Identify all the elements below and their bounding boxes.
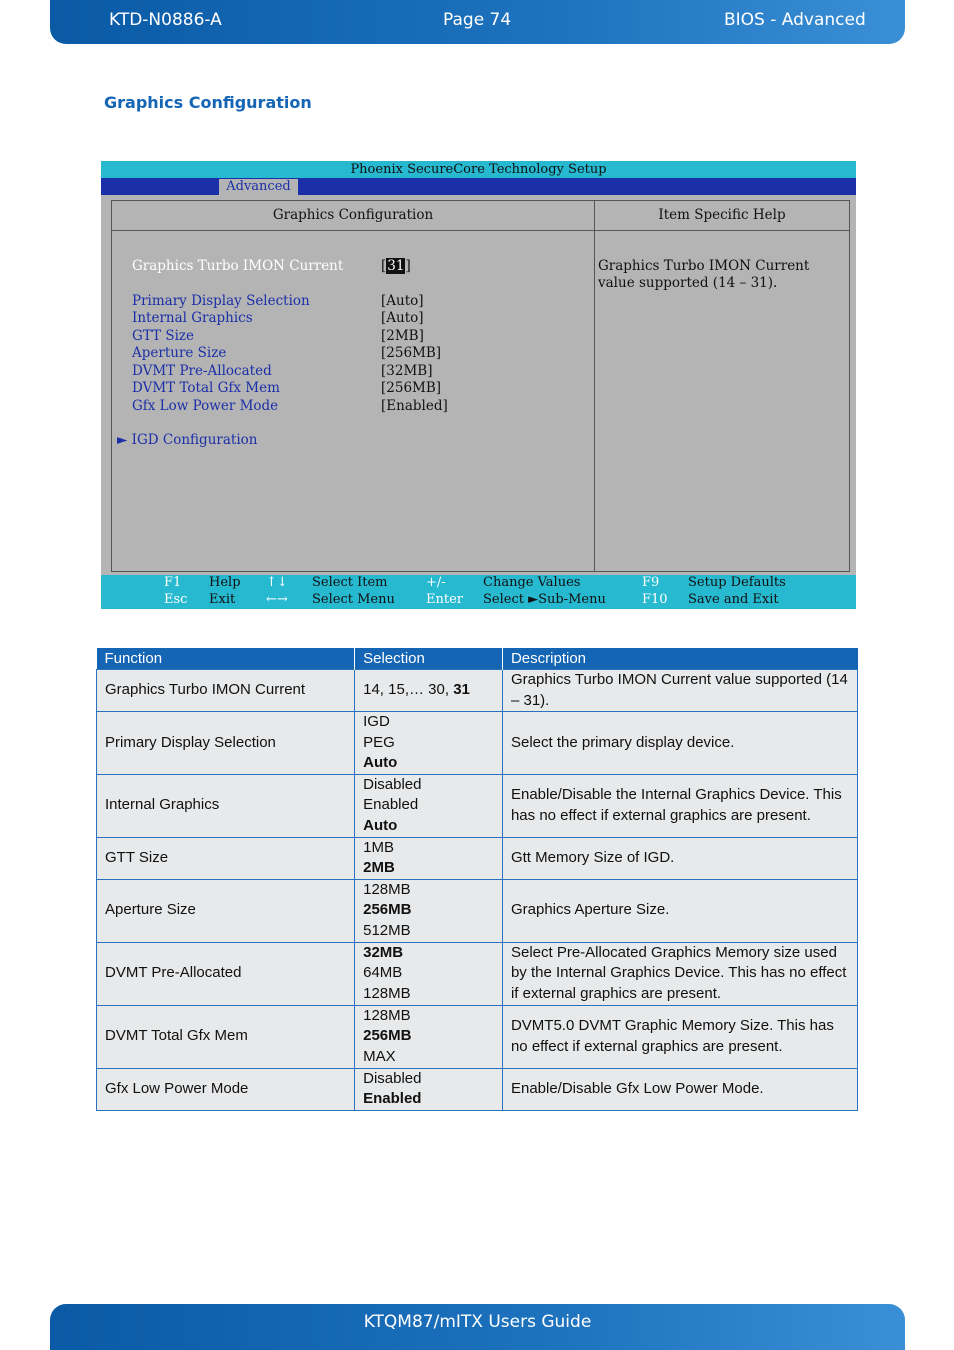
doc-id: KTD-N0886-A: [109, 10, 222, 30]
key-label: Select Item: [312, 575, 388, 590]
bios-item-label[interactable]: Primary Display Selection: [132, 293, 310, 309]
option: 128MB: [363, 1006, 411, 1024]
option: IGD: [363, 713, 390, 730]
table-row: [97, 879, 858, 942]
panel-header-rule: [112, 230, 849, 231]
page-header: [50, 0, 905, 44]
row-function: Gfx Low Power Mode: [97, 1068, 355, 1110]
bios-item-label[interactable]: DVMT Pre-Allocated: [132, 363, 272, 379]
bios-item-value[interactable]: [Auto]: [381, 293, 424, 309]
row-description: Graphics Aperture Size.: [502, 879, 857, 942]
bios-help-text: value supported (14 – 31).: [598, 275, 778, 291]
bios-item-value[interactable]: [2MB]: [381, 328, 424, 344]
row-function: Primary Display Selection: [97, 712, 355, 775]
option: 512MB: [363, 921, 411, 939]
col-selection: Selection: [355, 648, 503, 670]
bios-help-title: Item Specific Help: [658, 207, 786, 223]
section-name: BIOS - Advanced: [724, 10, 866, 30]
row-selection: [355, 942, 503, 1005]
row-description: Enable/Disable Gfx Low Power Mode.: [502, 1068, 857, 1110]
col-description: Description: [502, 648, 857, 670]
option: 128MB: [363, 984, 411, 1002]
table-header-row: [97, 648, 858, 670]
default-option: Auto: [363, 754, 398, 771]
footer-title: KTQM87/mITX Users Guide: [363, 1312, 592, 1332]
key-label: Save and Exit: [688, 592, 779, 607]
bios-help-text: Graphics Turbo IMON Current: [598, 258, 810, 274]
row-function: Aperture Size: [97, 879, 355, 942]
page-footer: [50, 1304, 905, 1350]
bios-menu-bar: [101, 178, 856, 195]
page-number: Page 74: [443, 10, 512, 30]
key-label: Select ►Sub-Menu: [483, 592, 606, 607]
row-function: Graphics Turbo IMON Current: [97, 670, 355, 712]
bios-panel-title: Graphics Configuration: [272, 207, 434, 223]
table-row: [97, 774, 858, 837]
col-function: Function: [97, 648, 355, 670]
row-selection: [355, 1068, 503, 1110]
default-option: Enabled: [363, 1090, 422, 1107]
row-description: Select the primary display device.: [502, 712, 857, 775]
bios-submenu-igd[interactable]: ► IGD Configuration: [117, 432, 258, 448]
key-leftright: ←→: [266, 592, 288, 607]
row-selection: [355, 837, 503, 879]
table-row: [97, 942, 858, 1005]
row-function: Internal Graphics: [97, 774, 355, 837]
key-label: Change Values: [483, 575, 581, 590]
row-selection: [355, 712, 503, 775]
option: Enabled: [363, 796, 419, 814]
bios-item-label[interactable]: GTT Size: [132, 328, 195, 344]
row-description: Select Pre-Allocated Graphics Memory size used by the Internal Graphics Device. This has no effect if external graphics are present.: [502, 942, 857, 1005]
key-label: Select Menu: [312, 592, 395, 607]
option: 64MB: [363, 964, 403, 982]
bios-item-label[interactable]: DVMT Total Gfx Mem: [132, 380, 280, 396]
key-f10: F10: [642, 592, 668, 607]
bios-item-value[interactable]: [31]: [381, 258, 411, 274]
row-description: Gtt Memory Size of IGD.: [502, 837, 857, 879]
default-option: 32MB: [363, 943, 404, 961]
bios-item-value[interactable]: [256MB]: [381, 380, 442, 396]
key-esc: Esc: [164, 592, 188, 607]
key-updown: ↑↓: [266, 575, 288, 590]
default-option: 256MB: [363, 1027, 412, 1045]
table-row: [97, 712, 858, 775]
bios-item-value[interactable]: [256MB]: [381, 345, 442, 361]
default-option: 256MB: [363, 901, 412, 919]
key-plusminus: +/-: [426, 575, 446, 590]
option: MAX: [363, 1047, 396, 1065]
key-f1: F1: [164, 575, 182, 590]
row-selection: [355, 879, 503, 942]
option: PEG: [363, 733, 395, 751]
bios-item-label[interactable]: Graphics Turbo IMON Current: [132, 258, 344, 274]
bios-title-bar: Phoenix SecureCore Technology Setup: [101, 161, 856, 178]
table-row: [97, 1005, 858, 1068]
row-selection: [355, 774, 503, 837]
bios-panel: [111, 200, 850, 572]
row-function: GTT Size: [97, 837, 355, 879]
row-description: Graphics Turbo IMON Current value supported (14 – 31).: [502, 670, 857, 712]
default-option: Auto: [363, 816, 398, 834]
bios-item-label[interactable]: Aperture Size: [132, 345, 227, 361]
table-row: [97, 837, 858, 879]
panel-divider: [594, 201, 595, 571]
default-option: 31: [453, 681, 470, 699]
bios-item-value[interactable]: [Auto]: [381, 310, 424, 326]
table-body: [97, 670, 858, 1111]
row-function: DVMT Pre-Allocated: [97, 942, 355, 1005]
option-range: 14, 15,… 30,: [363, 681, 454, 699]
key-f9: F9: [642, 575, 660, 590]
bios-key-legend: [101, 575, 856, 609]
bios-selected-value: 31: [387, 258, 405, 274]
bios-item-value[interactable]: [Enabled]: [381, 398, 448, 414]
row-selection: [355, 670, 503, 712]
table-row: [97, 670, 858, 712]
bios-item-label[interactable]: Internal Graphics: [132, 310, 253, 326]
row-description: DVMT5.0 DVMT Graphic Memory Size. This has no effect if external graphics are present.: [502, 1005, 857, 1068]
bios-screenshot: [101, 161, 856, 609]
bios-item-label[interactable]: Gfx Low Power Mode: [132, 398, 279, 414]
option: Disabled: [363, 1069, 422, 1087]
option: Disabled: [363, 775, 422, 793]
section-title: Graphics Configuration: [104, 93, 312, 112]
bios-tab-advanced[interactable]: Advanced: [219, 179, 298, 195]
key-label: Exit: [209, 592, 236, 607]
row-selection: [355, 1005, 503, 1068]
row-function: DVMT Total Gfx Mem: [97, 1005, 355, 1068]
option: 128MB: [363, 880, 411, 898]
key-label: Help: [209, 575, 241, 590]
key-label: Setup Defaults: [688, 575, 786, 590]
option: 1MB: [363, 838, 394, 856]
key-enter: Enter: [426, 592, 463, 607]
bios-item-value[interactable]: [32MB]: [381, 363, 433, 379]
row-description: Enable/Disable the Internal Graphics Device. This has no effect if external graphics are present.: [502, 774, 857, 837]
options-table: [96, 648, 858, 1111]
table-row: [97, 1068, 858, 1110]
default-option: 2MB: [363, 859, 395, 876]
